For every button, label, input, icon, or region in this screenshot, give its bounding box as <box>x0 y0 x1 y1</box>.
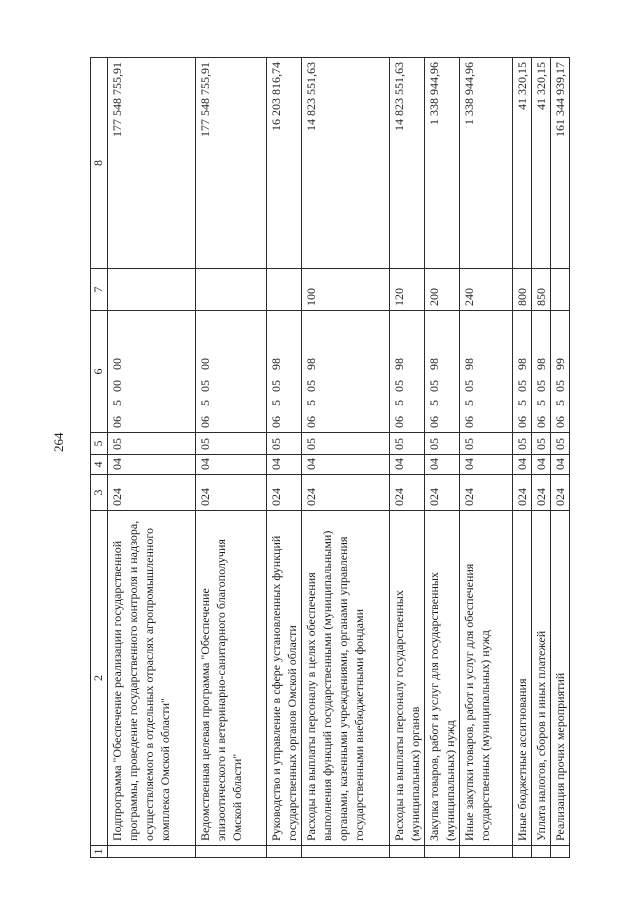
row-number-cell <box>550 846 569 858</box>
target-article-part: 06 <box>533 416 548 428</box>
row-name-cell: Иные бюджетные ассигнования <box>512 511 531 846</box>
amount-cell: 41 320,15 <box>531 58 550 269</box>
target-article-part: 06 <box>198 416 213 428</box>
subsection-code-cell: 05 <box>266 433 301 455</box>
section-code-cell: 04 <box>390 455 425 475</box>
column-header: 5 <box>91 433 108 455</box>
target-article-cell <box>460 311 512 433</box>
target-article-part: 06 <box>303 416 318 428</box>
target-article-part: 05 <box>533 380 548 392</box>
admin-code-cell: 024 <box>390 475 425 511</box>
target-article-part: 06 <box>110 416 125 428</box>
target-article-part: 06 <box>462 416 477 428</box>
amount-cell: 177 548 755,91 <box>108 58 196 269</box>
amount-cell: 1 338 944,96 <box>425 58 460 269</box>
target-article-part: 05 <box>462 380 477 392</box>
target-article-part: 5 <box>198 400 213 406</box>
table-row <box>460 58 512 858</box>
target-article-part: 5 <box>533 400 548 406</box>
target-article-part: 06 <box>268 416 283 428</box>
target-article-part: 05 <box>268 380 283 392</box>
subsection-code-cell: 05 <box>301 433 389 455</box>
column-header: 4 <box>91 455 108 475</box>
row-number-cell <box>531 846 550 858</box>
amount-cell: 161 344 939,17 <box>550 58 569 269</box>
subsection-code-cell: 05 <box>550 433 569 455</box>
admin-code-cell: 024 <box>550 475 569 511</box>
section-code-cell: 04 <box>196 455 266 475</box>
admin-code-cell: 024 <box>512 475 531 511</box>
amount-cell: 177 548 755,91 <box>196 58 266 269</box>
subsection-code-cell: 05 <box>531 433 550 455</box>
target-article-part: 06 <box>427 416 442 428</box>
target-article-part: 5 <box>552 400 567 406</box>
target-article-part: 98 <box>427 358 442 370</box>
row-number-cell <box>460 846 512 858</box>
target-article-part: 05 <box>427 380 442 392</box>
table-row <box>425 58 460 858</box>
expense-type-cell <box>550 269 569 311</box>
section-code-cell: 04 <box>425 455 460 475</box>
target-article-part: 05 <box>392 380 407 392</box>
row-name-cell: Ведомственная целевая программа "Обеспечение эпизоотического и ветеринарно-санитарного благополучия Омской области" <box>196 511 266 846</box>
admin-code-cell: 024 <box>460 475 512 511</box>
target-article-part: 5 <box>462 400 477 406</box>
target-article-part: 99 <box>552 358 567 370</box>
expense-type-cell: 240 <box>460 269 512 311</box>
column-header: 2 <box>91 511 108 846</box>
row-number-cell <box>196 846 266 858</box>
target-article-part: 05 <box>514 380 529 392</box>
target-article-cell <box>196 311 266 433</box>
target-article-cell <box>108 311 196 433</box>
expense-type-cell <box>266 269 301 311</box>
target-article-part: 5 <box>110 400 125 406</box>
target-article-part: 5 <box>303 400 318 406</box>
row-name-cell: Реализация прочих мероприятий <box>550 511 569 846</box>
target-article-part: 98 <box>268 358 283 370</box>
table-row <box>108 58 196 858</box>
admin-code-cell: 024 <box>196 475 266 511</box>
target-article-cell <box>512 311 531 433</box>
subsection-code-cell: 05 <box>512 433 531 455</box>
target-article-cell <box>266 311 301 433</box>
expense-type-cell: 200 <box>425 269 460 311</box>
table-row <box>301 58 389 858</box>
column-header: 1 <box>91 846 108 858</box>
target-article-part: 98 <box>462 358 477 370</box>
target-article-part: 05 <box>552 380 567 392</box>
subsection-code-cell: 05 <box>460 433 512 455</box>
table-row <box>550 58 569 858</box>
row-name-cell: Руководство и управление в сфере установленных функций государственных органов Омской области <box>266 511 301 846</box>
target-article-cell <box>301 311 389 433</box>
admin-code-cell: 024 <box>425 475 460 511</box>
target-article-part: 5 <box>514 400 529 406</box>
row-name-cell: Расходы на выплаты персоналу государственных (муниципальных) органов <box>390 511 425 846</box>
target-article-part: 98 <box>533 358 548 370</box>
header-row <box>91 58 108 858</box>
target-article-part: 00 <box>110 380 125 392</box>
amount-cell: 14 823 551,63 <box>301 58 389 269</box>
target-article-part: 06 <box>514 416 529 428</box>
subsection-code-cell: 05 <box>108 433 196 455</box>
table-row <box>531 58 550 858</box>
row-number-cell <box>512 846 531 858</box>
table-row <box>512 58 531 858</box>
column-header: 8 <box>91 58 108 269</box>
target-article-part: 05 <box>198 380 213 392</box>
target-article-part: 5 <box>268 400 283 406</box>
target-article-part: 98 <box>514 358 529 370</box>
amount-cell: 16 203 816,74 <box>266 58 301 269</box>
target-article-cell <box>550 311 569 433</box>
row-number-cell <box>301 846 389 858</box>
table-row <box>390 58 425 858</box>
target-article-part: 06 <box>552 416 567 428</box>
section-code-cell: 04 <box>512 455 531 475</box>
admin-code-cell: 024 <box>531 475 550 511</box>
target-article-part: 5 <box>427 400 442 406</box>
target-article-cell <box>531 311 550 433</box>
column-header: 6 <box>91 311 108 433</box>
target-article-part: 5 <box>392 400 407 406</box>
row-name-cell: Подпрограмма "Обеспечение реализации государственной программы, проведение государственного контроля и надзора, осуществляемого в отдельных отраслях агропромышленного комплекса Омской области" <box>108 511 196 846</box>
expense-type-cell: 120 <box>390 269 425 311</box>
row-number-cell <box>108 846 196 858</box>
budget-table <box>90 57 570 858</box>
target-article-cell <box>390 311 425 433</box>
expense-type-cell: 850 <box>531 269 550 311</box>
column-header: 3 <box>91 475 108 511</box>
target-article-part: 98 <box>303 358 318 370</box>
section-code-cell: 04 <box>301 455 389 475</box>
amount-cell: 14 823 551,63 <box>390 58 425 269</box>
table-row <box>266 58 301 858</box>
expense-type-cell <box>108 269 196 311</box>
row-number-cell <box>390 846 425 858</box>
target-article-cell <box>425 311 460 433</box>
section-code-cell: 04 <box>266 455 301 475</box>
target-article-part: 98 <box>392 358 407 370</box>
section-code-cell: 04 <box>550 455 569 475</box>
expense-type-cell: 800 <box>512 269 531 311</box>
target-article-part: 06 <box>392 416 407 428</box>
admin-code-cell: 024 <box>266 475 301 511</box>
table-row <box>196 58 266 858</box>
column-header: 7 <box>91 269 108 311</box>
subsection-code-cell: 05 <box>425 433 460 455</box>
row-name-cell: Уплата налогов, сборов и иных платежей <box>531 511 550 846</box>
target-article-part: 05 <box>303 380 318 392</box>
amount-cell: 1 338 944,96 <box>460 58 512 269</box>
expense-type-cell <box>196 269 266 311</box>
row-name-cell: Расходы на выплаты персоналу в целях обеспечения выполнения функций государственными (муниципальными) органами, казенными учреждениями, органами управления государственными внебюджетными фондами <box>301 511 389 846</box>
target-article-part: 00 <box>110 358 125 370</box>
target-article-part: 00 <box>198 358 213 370</box>
rotated-table-container <box>90 58 570 858</box>
admin-code-cell: 024 <box>108 475 196 511</box>
admin-code-cell: 024 <box>301 475 389 511</box>
row-name-cell: Иные закупки товаров, работ и услуг для обеспечения государственных (муниципальных) нужд <box>460 511 512 846</box>
subsection-code-cell: 05 <box>390 433 425 455</box>
section-code-cell: 04 <box>108 455 196 475</box>
section-code-cell: 04 <box>531 455 550 475</box>
page-number: 264 <box>51 432 66 452</box>
subsection-code-cell: 05 <box>196 433 266 455</box>
row-number-cell <box>425 846 460 858</box>
expense-type-cell: 100 <box>301 269 389 311</box>
section-code-cell: 04 <box>460 455 512 475</box>
row-number-cell <box>266 846 301 858</box>
row-name-cell: Закупка товаров, работ и услуг для государственных (муниципальных) нужд <box>425 511 460 846</box>
amount-cell: 41 320,15 <box>512 58 531 269</box>
